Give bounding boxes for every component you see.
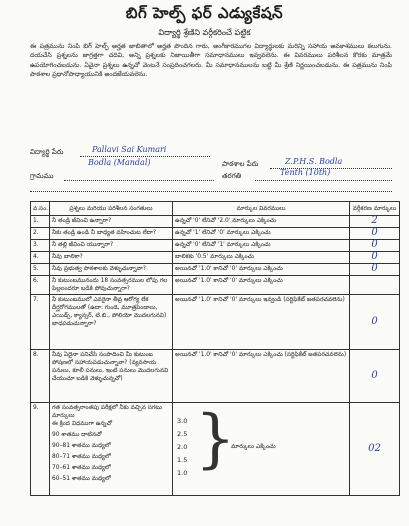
- row-question: నీ కుటుంబములో ఎవరైనా తీవ్ర ఆరోగ్య లేక దీర్ఘరోగములతో (ఉదా: గుండె, మూత్రపిండాలు, ఎయిడ్స్, క్యాన్సర్, టి.బి., పోలియో మొదలగునవి) బాధపడుచున్నారా?: [50, 295, 173, 350]
- row-mark: 0: [371, 315, 378, 327]
- table-row: [31, 216, 400, 228]
- row-number: 4.: [31, 252, 50, 264]
- q9-scale-0: 3.0: [177, 417, 188, 425]
- row-mark-cell[interactable]: [350, 252, 400, 264]
- student-name-label: విద్యార్థి పేరు: [30, 148, 64, 156]
- row-mark-cell[interactable]: [350, 240, 400, 252]
- row-question: నీవు ప్రభుత్వ పాఠశాలకు వెళ్ళుచున్నావా?: [50, 264, 173, 276]
- header-scoring: మార్కుల వివరములు: [173, 202, 350, 216]
- q9-brace: }: [195, 402, 236, 476]
- table-row: [31, 403, 400, 496]
- header-no: వ.సం.: [31, 202, 50, 216]
- school-name-label: పాఠశాల పేరు: [222, 160, 259, 168]
- row-mark-cell[interactable]: [350, 295, 400, 350]
- q9-range-5: 60–51 శాతము మధ్యలో: [52, 476, 111, 482]
- row-question: నీ తండ్రి జీవించి ఉన్నారా?: [50, 216, 173, 228]
- row-scoring: అయినచో '1.0' కానిచో '0' మార్కులు ఎక్కించు: [173, 276, 350, 295]
- village-label: గ్రామము: [30, 172, 54, 180]
- row-scoring: ఉన్నచో '1' లేనిచో '0' మార్కులు ఎక్కించు: [173, 228, 350, 240]
- separator-line: [30, 191, 392, 192]
- student-name-value[interactable]: Pallavi Sai Kumari: [92, 145, 167, 154]
- form-title: బిగ్ హెల్ప్ ఫర్ ఎడ్యుకేషన్: [125, 4, 284, 22]
- student-name-line: [80, 156, 210, 157]
- row-scoring: ఉన్నచో '0' లేనిచో '1' మార్కులు ఎక్కించు: [173, 240, 350, 252]
- row-mark-cell[interactable]: [350, 403, 400, 496]
- row-question: నీవు బాలికా?: [50, 252, 173, 264]
- class-value[interactable]: Tenth (10th): [280, 168, 331, 177]
- table-row: [31, 240, 400, 252]
- row-scoring: బాలికకు '0.5' మార్కులు ఎక్కించు: [173, 252, 350, 264]
- row-mark: 0: [371, 263, 378, 274]
- row-number: 1.: [31, 216, 50, 228]
- row-number: 7.: [31, 295, 50, 350]
- row-mark: 0: [371, 251, 378, 262]
- row-mark: 0: [371, 227, 378, 238]
- row-mark-cell[interactable]: [350, 228, 400, 240]
- row-question-cell: [50, 403, 173, 496]
- row-question: నీ కుటుంబమునందు 18 సంవత్సరముల లోపు గల పిల్లలందరూ బడికి పోవుచున్నారా?: [50, 276, 173, 295]
- table-row: [31, 295, 400, 350]
- class-label: తరగతి: [222, 172, 242, 180]
- row-number: 3.: [31, 240, 50, 252]
- row-question: నీవు ఏదైనా పనిచేసి సంపాదించి మీ కుటుంబ పోషణలో సహాయపడుచున్నావా? (వ్యవసాయ పనులు, కూలీ పనులు, ఇంటి పనులు మొదలగునవి చేయుచూ బడికి వెళ్ళుచున్నచో): [50, 350, 173, 403]
- q9-range-1: 90 శాతము దాటినచో: [52, 432, 102, 438]
- table-row: [31, 276, 400, 295]
- table-row: [31, 252, 400, 264]
- row-mark: 0: [371, 239, 378, 250]
- q9-scale: [177, 415, 187, 480]
- q9-scale-4: 1.0: [177, 469, 188, 477]
- form-subtitle: విద్యార్థి శ్రేణిని వర్గీకరించే పట్టిక: [158, 28, 251, 37]
- q9-range-0: ఈ క్రింద విధముగా ఉన్నచో: [52, 421, 112, 427]
- row-scoring-cell: [173, 403, 350, 496]
- row-number: 6.: [31, 276, 50, 295]
- row-scoring: అయినచో '1.0' కానిచో '0' మార్కులు ఎక్కించు (సర్టిఫికేట్ జతపరచవలెను): [173, 350, 350, 403]
- header-question: ప్రశ్నలు మరియు పరిశీలన సంగతులు: [50, 202, 173, 216]
- row-number: 9.: [31, 403, 50, 496]
- scoring-table: [30, 201, 400, 496]
- row-number: 5.: [31, 264, 50, 276]
- village-value[interactable]: Bodla (Mandal): [88, 158, 151, 167]
- table-header-row: [31, 202, 400, 216]
- row-scoring: ఉన్నచో '0' లేనిచో '2.0' మార్కులు ఎక్కించు: [173, 216, 350, 228]
- q9-range-4: 70–61 శాతము మధ్యలో: [52, 465, 111, 471]
- q9-scale-2: 2.0: [177, 443, 188, 451]
- school-name-value[interactable]: Z.P.H.S. Bodla: [285, 157, 343, 166]
- q9-scale-3: 1.5: [177, 456, 188, 464]
- q9-range-3: 80–71 శాతము మధ్యలో: [52, 454, 111, 460]
- row-mark-cell[interactable]: [350, 216, 400, 228]
- row-mark: 2: [371, 215, 378, 226]
- intro-paragraph: ఈ పత్రమును నింపి బిగ్ హెల్ప్ అర్హత జాబితాలో అర్హత పొందిన గారు, అంగీకారముగల విద్యార్థులకు మరిన్ని సహాయ అవకాశములు కలుగును. దయచేసి ప్రశ్నలను జాగ్రత్తగా చదివి, అన్ని ప్రశ్నలకు నిజాయితీగా సమాధానములు ఇవ్వవలెను. ఈ వివరములు పరిశీలన కొరకు మాత్రమే ఉపయోగించబడును. ఏవైనా ప్రశ్నలు ఉన్నచో వెంటనే సంప్రదించగలరు. మీ సమాధానములను బట్టి మీ శ్రేణి నిర్ణయించబడును. ఈ పత్రమును నింపి పాఠశాల ప్రధానోపాధ్యాయునికి అందజేయవలెను.: [30, 43, 392, 79]
- q9-scale-1: 2.5: [177, 430, 188, 438]
- row-mark-cell[interactable]: [350, 350, 400, 403]
- row-mark-cell[interactable]: [350, 264, 400, 276]
- q9-range-2: 90–81 శాతము మధ్యలో: [52, 443, 111, 449]
- class-line: [255, 180, 392, 181]
- row-mark-cell[interactable]: [350, 276, 400, 295]
- header-marks: వర్గీకరణ మార్కులు: [350, 202, 400, 216]
- row-scoring: అయినచో '1.0' కానిచో '0' మార్కులు ఇవ్వండి (సర్టిఫికేట్ జతపరచవలెను): [173, 295, 350, 350]
- table-row: [31, 350, 400, 403]
- row-question: నీ తల్లి జీవించి యున్నారా?: [50, 240, 173, 252]
- row-question: నీకు తండ్రి ఉండి నీ బాధ్యత వహించుట లేదా?: [50, 228, 173, 240]
- village-line: [64, 180, 214, 181]
- table-row: [31, 228, 400, 240]
- q9-scale-note: మార్కులు ఎక్కించు: [231, 443, 276, 450]
- table-row: [31, 264, 400, 276]
- row-scoring: అయినచో '1.0' కానిచో '0' మార్కులు ఎక్కించు: [173, 264, 350, 276]
- row-question: గత సంవత్సరాంతపు పరీక్షలో నీకు వచ్చిన సగటు మార్కులు: [52, 405, 162, 419]
- row-mark: 0: [371, 369, 378, 381]
- row-mark: 02: [368, 442, 381, 454]
- row-number: 2.: [31, 228, 50, 240]
- row-number: 8.: [31, 350, 50, 403]
